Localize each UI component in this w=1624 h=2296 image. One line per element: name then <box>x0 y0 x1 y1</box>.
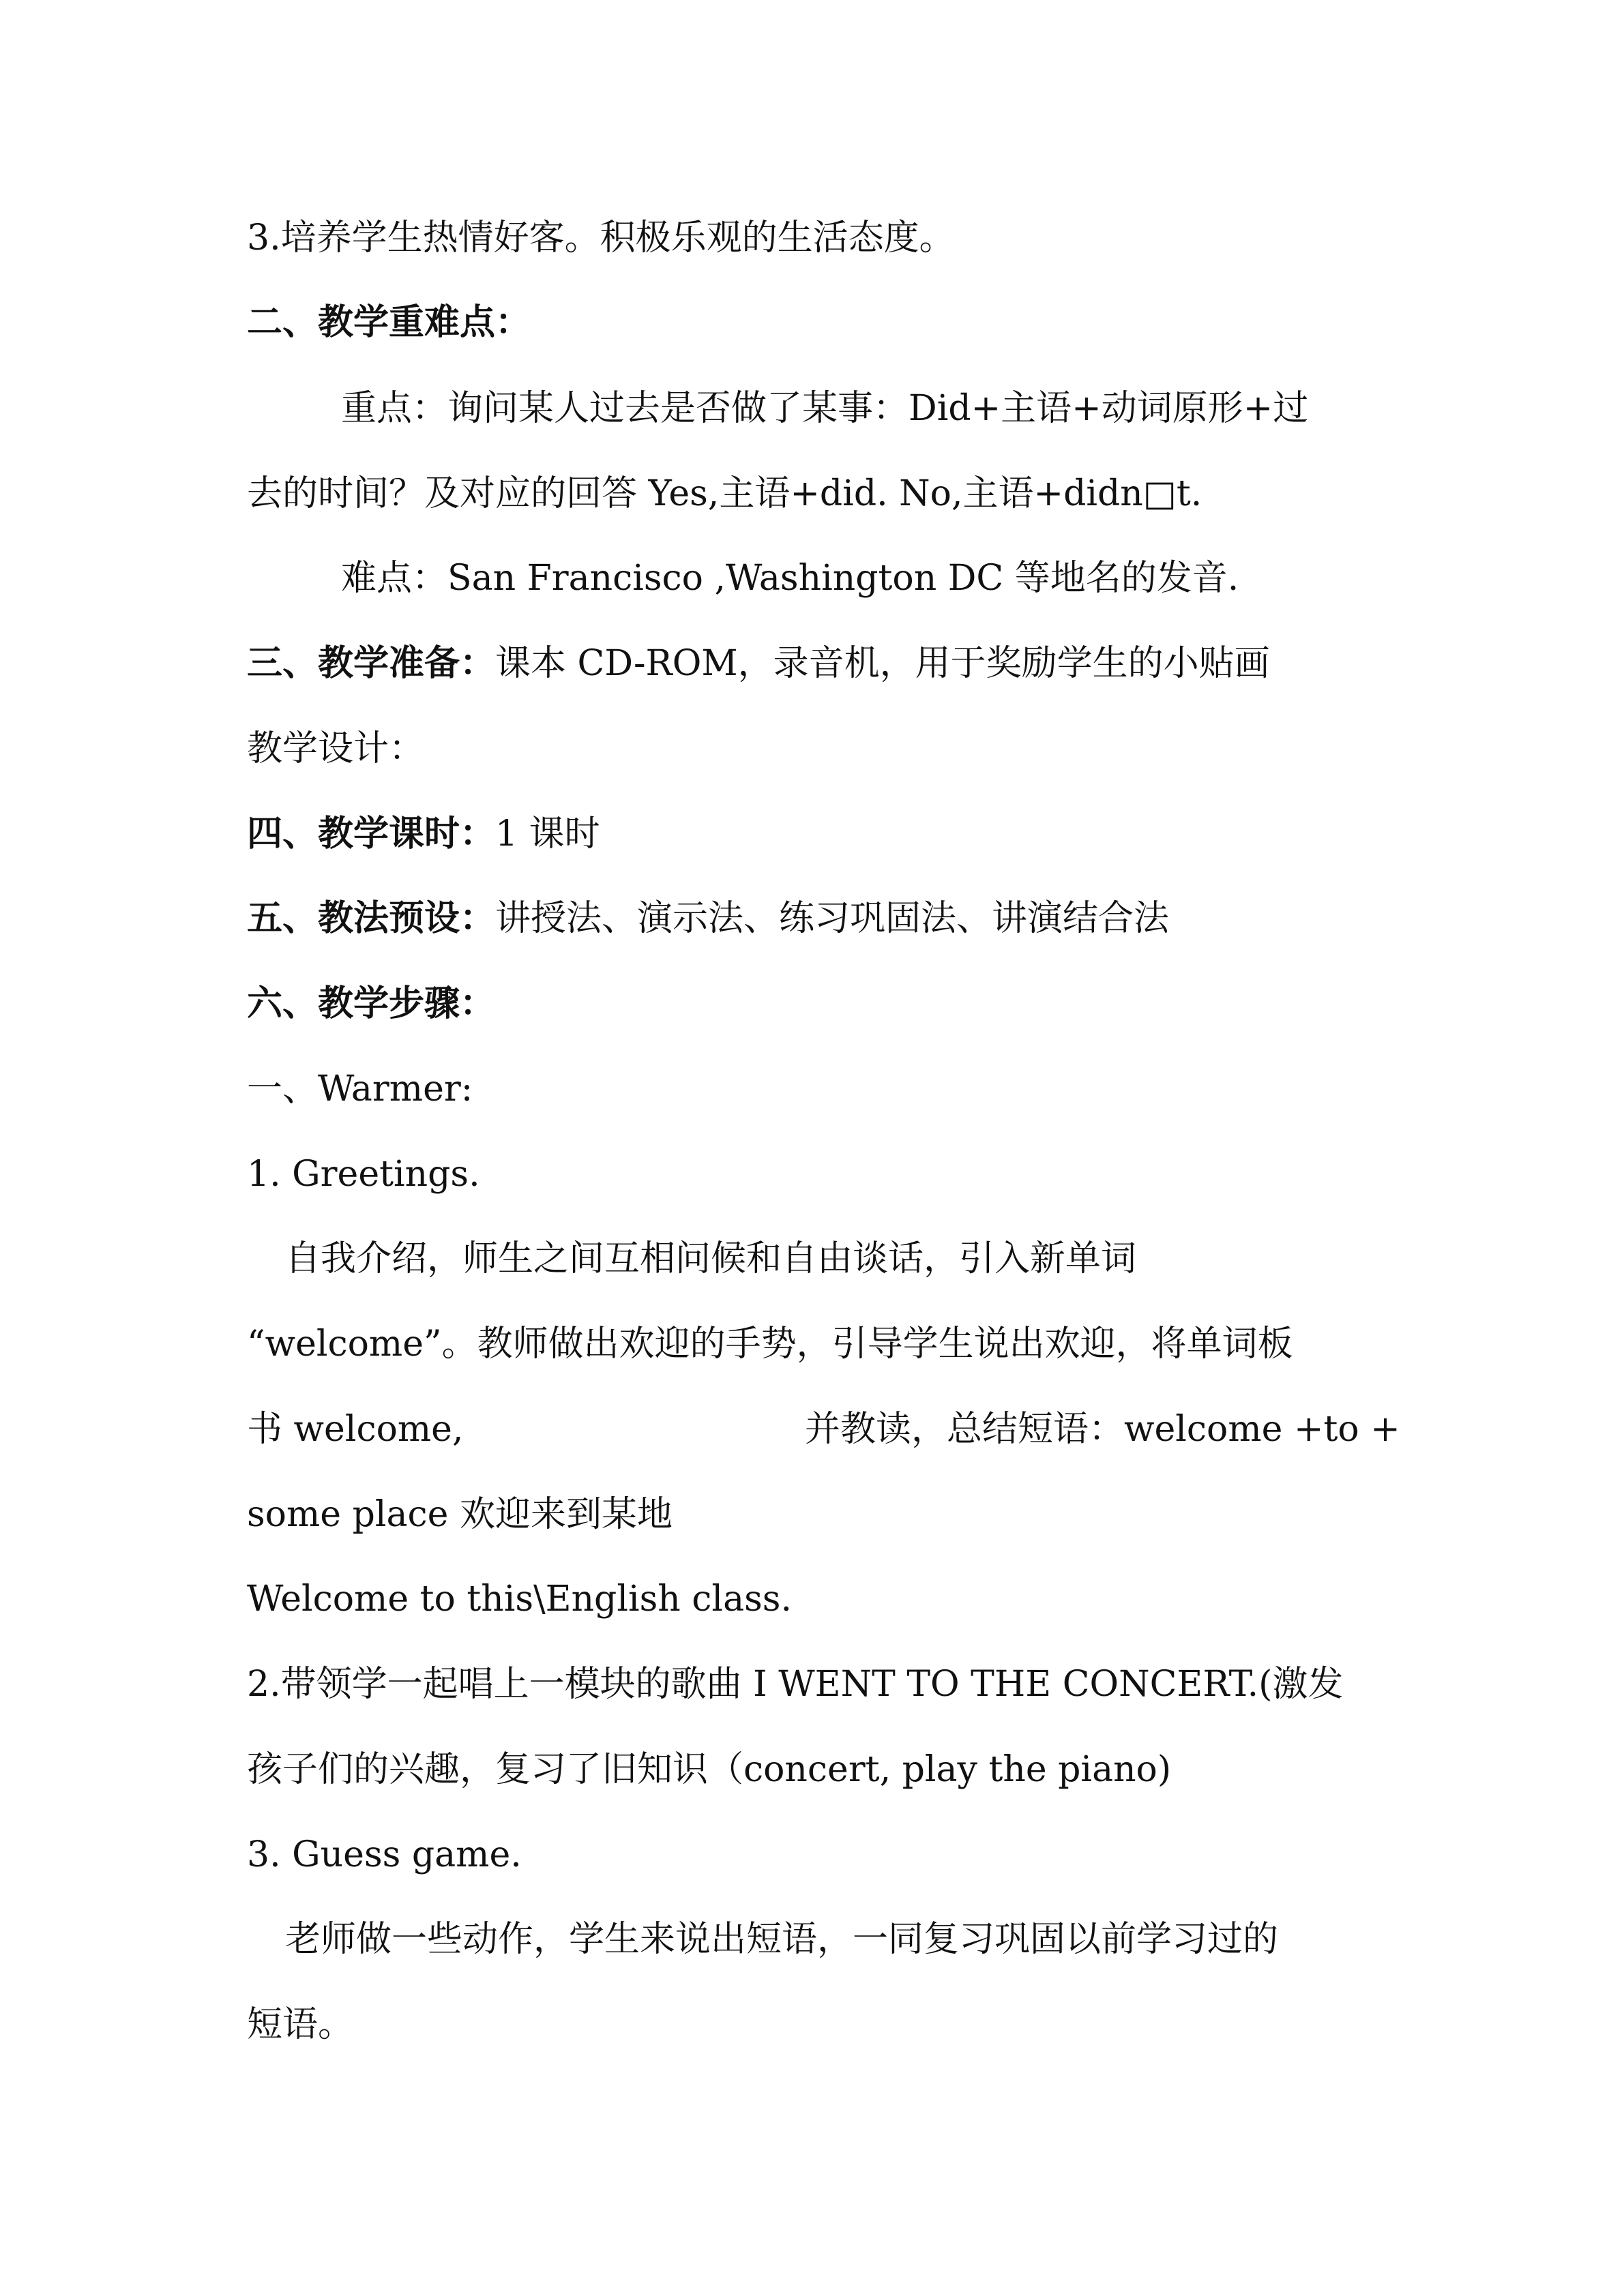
step-guess-game: 3. Guess game. <box>247 1834 522 1875</box>
greetings-line-1: 自我介绍，师生之间互相问候和自由谈话，引入新单词 <box>285 1238 1137 1279</box>
heading-steps: 六、教学步骤： <box>247 983 496 1024</box>
heading-preparation: 三、教学准备： <box>247 642 496 684</box>
preparation-text: 课本 CD-ROM，录音机，用于奖励学生的小贴画 <box>495 643 1270 684</box>
difficult-point: 难点：San Francisco ,Washington DC 等地名的发音. <box>341 558 1239 599</box>
key-point-line-2: 去的时间？及对应的回答 Yes,主语+did. No,主语+didn□t. <box>247 473 1202 514</box>
methods-text: 讲授法、演示法、练习巩固法、讲演结合法 <box>495 898 1170 939</box>
step-greetings: 1. Greetings. <box>247 1154 480 1195</box>
heading-key-points: 二、教学重难点： <box>247 301 531 343</box>
greetings-example: Welcome to this\English class. <box>247 1579 792 1620</box>
guess-game-line-2: 短语。 <box>247 2004 354 2045</box>
class-hours-row <box>247 811 600 856</box>
step-warmer: 一、Warmer: <box>247 1069 473 1109</box>
greetings-line-4: some place 欢迎来到某地 <box>247 1494 673 1535</box>
heading-methods: 五、教法预设： <box>247 897 496 939</box>
step-song-line-2: 孩子们的兴趣，复习了旧知识（concert, play the piano) <box>247 1749 1172 1790</box>
methods-row <box>247 896 1169 941</box>
greetings-line-2: “welcome”。教师做出欢迎的手势，引导学生说出欢迎，将单词板 <box>247 1324 1293 1365</box>
key-point-line-1: 重点：询问某人过去是否做了某事：Did+主语+动词原形+过 <box>341 388 1309 429</box>
greetings-line-3-right: 并教读，总结短语：welcome +to + <box>805 1409 1400 1450</box>
preparation-row <box>247 641 1270 686</box>
teaching-design-label: 教学设计： <box>247 728 425 769</box>
class-hours-text: 1 课时 <box>495 814 600 854</box>
step-song-line-1: 2.带领学一起唱上一模块的歌曲 I WENT TO THE CONCERT.(激发 <box>247 1664 1344 1705</box>
greetings-line-3-left: 书 welcome, <box>247 1409 464 1450</box>
heading-class-hours: 四、教学课时： <box>247 813 496 854</box>
guess-game-line-1: 老师做一些动作，学生来说出短语，一同复习巩固以前学习过的 <box>285 1919 1279 1960</box>
objective-3: 3.培养学生热情好客。积极乐观的生活态度。 <box>247 218 955 258</box>
